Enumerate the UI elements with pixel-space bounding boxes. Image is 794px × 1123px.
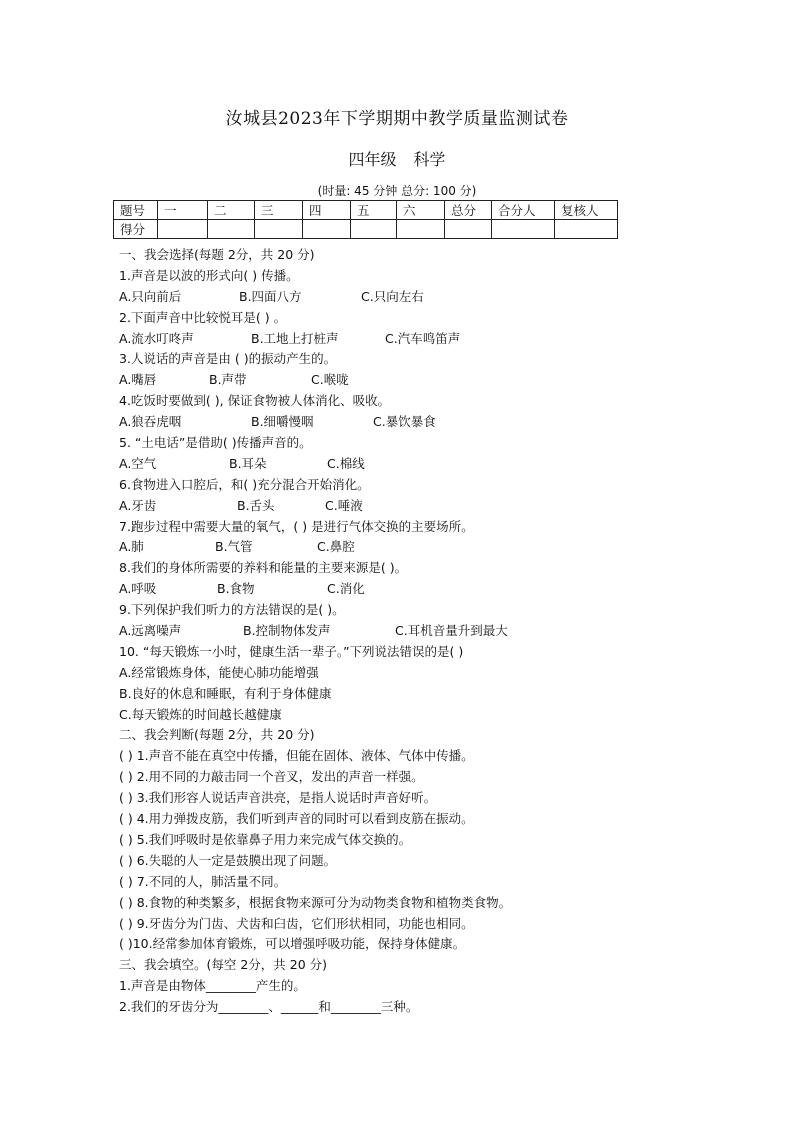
question-stem: 4.吃饭时要做到( ), 保证食物被人体消化、吸收。	[119, 393, 391, 409]
exam-body	[119, 245, 759, 1018]
question-options	[119, 287, 759, 308]
table-cell: 得分	[114, 220, 158, 239]
question-stem: 9.下列保护我们听力的方法错误的是( )。	[119, 602, 345, 618]
table-cell: 题号	[114, 201, 158, 220]
question-options	[119, 496, 759, 517]
table-cell: 总分	[445, 201, 492, 220]
section-heading: 二、我会判断(每题 2分，共 20 分)	[119, 727, 315, 743]
option-a[interactable]: A.经常锻炼身体，能使心肺功能增强	[119, 664, 319, 680]
question-options	[119, 454, 759, 475]
judgment-item[interactable]: ( ) 8.食物的种类繁多，根据食物来源可分为动物类食物和植物类食物。	[119, 894, 512, 910]
option-a[interactable]: A.空气	[119, 455, 157, 471]
question-options	[119, 621, 759, 642]
fill-blank-item[interactable]: 2.我们的牙齿分为________、______和________三种。	[119, 999, 419, 1015]
score-table-header-row	[114, 201, 618, 220]
judgment-item[interactable]: ( ) 9.牙齿分为门齿、犬齿和臼齿，它们形状相同，功能也相同。	[119, 915, 474, 931]
option-c[interactable]: C.棉线	[327, 455, 365, 471]
option-b[interactable]: B.气管	[215, 539, 253, 555]
option-c[interactable]: C.汽车鸣笛声	[385, 330, 461, 346]
table-cell-empty[interactable]	[555, 220, 618, 239]
question-options	[119, 329, 759, 350]
option-a[interactable]: A.肺	[119, 539, 144, 555]
question-stem: 3.人说话的声音是由 ( )的振动产生的。	[119, 351, 337, 367]
option-a[interactable]: A.牙齿	[119, 497, 157, 513]
question-stem: 7.跑步过程中需要大量的氧气，( ) 是进行气体交换的主要场所。	[119, 518, 474, 534]
table-cell: 二	[208, 201, 255, 220]
option-b[interactable]: B.舌头	[237, 497, 275, 513]
question-stem: 10. “每天锻炼一小时，健康生活一辈子。”下列说法错误的是( )	[119, 643, 464, 659]
fill-blank-item[interactable]: 1.声音是由物体________产生的。	[119, 978, 306, 994]
option-c[interactable]: C.喉咙	[311, 372, 349, 388]
table-cell: 四	[303, 201, 351, 220]
option-b[interactable]: B.耳朵	[229, 455, 267, 471]
option-b[interactable]: B.细嚼慢咽	[251, 414, 314, 430]
question-options	[119, 370, 759, 391]
table-cell-empty[interactable]	[397, 220, 445, 239]
question-options	[119, 537, 759, 558]
option-b[interactable]: B.控制物体发声	[243, 623, 331, 639]
option-c[interactable]: C.耳机音量升到最大	[395, 623, 508, 639]
table-cell: 一	[158, 201, 208, 220]
option-c[interactable]: C.鼻腔	[317, 539, 355, 555]
option-a[interactable]: A.流水叮咚声	[119, 330, 194, 346]
table-cell-empty[interactable]	[351, 220, 397, 239]
table-cell: 六	[397, 201, 445, 220]
table-cell: 复核人	[555, 201, 618, 220]
time-and-score-info: (时量: 45 分钟 总分: 100 分)	[317, 184, 477, 198]
option-c[interactable]: C.每天锻炼的时间越长越健康	[119, 706, 282, 722]
judgment-item[interactable]: ( ) 4.用力弹拨皮筋，我们听到声音的同时可以看到皮筋在振动。	[119, 811, 474, 827]
exam-title: 汝城县2023年下学期期中教学质量监测试卷	[225, 109, 569, 129]
option-c[interactable]: C.消化	[327, 581, 365, 597]
option-b[interactable]: B.四面八方	[239, 288, 302, 304]
option-b[interactable]: B.声带	[209, 372, 247, 388]
table-cell-empty[interactable]	[208, 220, 255, 239]
judgment-item[interactable]: ( ) 6.失聪的人一定是鼓膜出现了问题。	[119, 852, 337, 868]
judgment-item[interactable]: ( ) 2.用不同的力敲击同一个音叉，发出的声音一样强。	[119, 769, 424, 785]
judgment-item[interactable]: ( ) 7.不同的人，肺活量不同。	[119, 873, 287, 889]
section-heading: 一、我会选择(每题 2分，共 20 分)	[119, 247, 315, 262]
question-stem: 6.食物进入口腔后，和( )充分混合开始消化。	[119, 476, 370, 492]
option-b[interactable]: B.食物	[217, 581, 255, 597]
option-a[interactable]: A.狼吞虎咽	[119, 414, 182, 430]
option-c[interactable]: C.只向左右	[361, 288, 424, 304]
table-cell: 三	[255, 201, 303, 220]
option-a[interactable]: A.只向前后	[119, 288, 182, 304]
score-table	[113, 200, 618, 239]
score-table-score-row	[114, 220, 618, 239]
table-cell-empty[interactable]	[158, 220, 208, 239]
option-b[interactable]: B.良好的休息和睡眠，有利于身体健康	[119, 685, 332, 701]
table-cell-empty[interactable]	[255, 220, 303, 239]
option-c[interactable]: C.唾液	[325, 497, 363, 513]
table-cell: 合分人	[492, 201, 555, 220]
judgment-item[interactable]: ( )10.经常参加体育锻炼，可以增强呼吸功能，保持身体健康。	[119, 936, 466, 952]
option-a[interactable]: A.嘴唇	[119, 372, 157, 388]
question-stem: 5. “土电话”是借助( )传播声音的。	[119, 435, 312, 451]
option-a[interactable]: A.呼吸	[119, 581, 157, 597]
question-stem: 1.声音是以波的形式向( ) 传播。	[119, 267, 299, 283]
exam-subtitle: 四年级 科学	[348, 150, 446, 169]
option-c[interactable]: C.暴饮暴食	[373, 414, 436, 430]
table-cell-empty[interactable]	[303, 220, 351, 239]
question-options	[119, 579, 759, 600]
option-b[interactable]: B.工地上打桩声	[251, 330, 339, 346]
table-cell-empty[interactable]	[445, 220, 492, 239]
judgment-item[interactable]: ( ) 1.声音不能在真空中传播，但能在固体、液体、气体中传播。	[119, 748, 474, 764]
table-cell: 五	[351, 201, 397, 220]
judgment-item[interactable]: ( ) 5.我们呼吸时是依靠鼻子用力来完成气体交换的。	[119, 831, 412, 847]
question-stem: 2.下面声音中比较悦耳是( ) 。	[119, 309, 287, 325]
question-stem: 8.我们的身体所需要的养料和能量的主要来源是( )。	[119, 560, 408, 576]
section-heading: 三、我会填空。(每空 2分，共 20 分)	[119, 957, 328, 973]
judgment-item[interactable]: ( ) 3.我们形容人说话声音洪亮，是指人说话时声音好听。	[119, 790, 437, 806]
question-options	[119, 412, 759, 433]
table-cell-empty[interactable]	[492, 220, 555, 239]
option-a[interactable]: A.远离噪声	[119, 623, 182, 639]
